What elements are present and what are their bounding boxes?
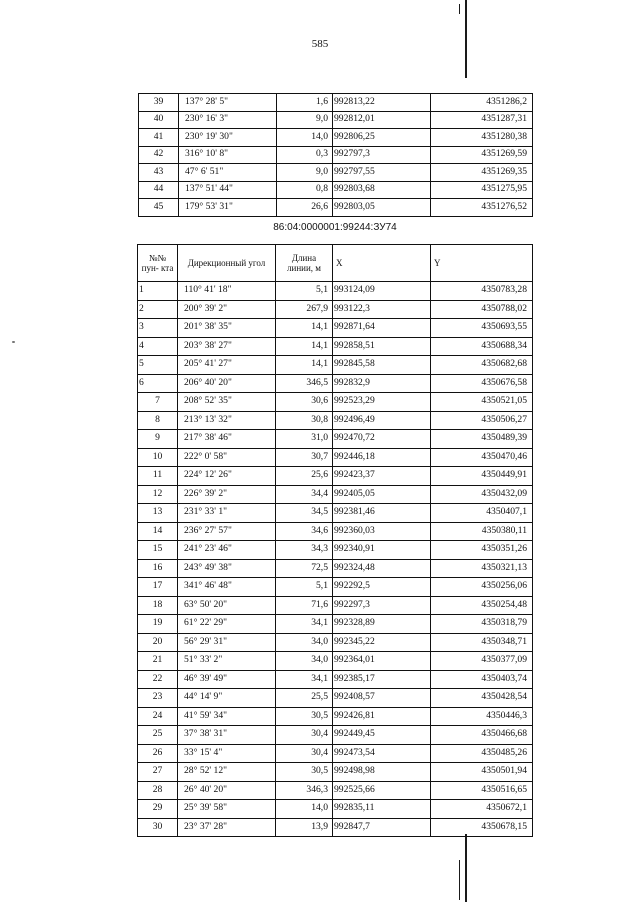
table-row: [139, 199, 533, 217]
cell-y: 4350377,09: [431, 652, 533, 671]
cell-x: 992364,01: [333, 652, 431, 671]
cell-point-number: 10: [138, 448, 178, 467]
cell-point-number: 24: [138, 707, 178, 726]
table-row: [138, 282, 533, 301]
cell-direction-angle: 26° 40' 20": [178, 781, 276, 800]
cell-line-length: 30,7: [276, 448, 333, 467]
cell-point-number: 20: [138, 633, 178, 652]
table-row: [138, 356, 533, 375]
table-row: [138, 319, 533, 338]
table-row: [138, 818, 533, 837]
cell-direction-angle: 206° 40' 20": [178, 374, 276, 393]
header-line-length: Длина линии, м: [276, 245, 333, 282]
table-row: [138, 411, 533, 430]
cell-point-number: 15: [138, 541, 178, 560]
cell-point-number: 4: [138, 337, 178, 356]
cell-point-number: 25: [138, 726, 178, 745]
cell-x: 992340,91: [333, 541, 431, 560]
cell-point-number: 16: [138, 559, 178, 578]
cell-x: 992405,05: [333, 485, 431, 504]
cell-y: 4350403,74: [431, 670, 533, 689]
cell-point-number: 9: [138, 430, 178, 449]
table-row: [139, 94, 533, 112]
cell-y: 4350676,58: [431, 374, 533, 393]
table-row: [138, 467, 533, 486]
header-x: X: [333, 245, 431, 282]
cell-x: 992525,66: [333, 781, 431, 800]
table-row: [139, 181, 533, 199]
cell-line-length: 30,4: [276, 744, 333, 763]
cell-line-length: 72,5: [276, 559, 333, 578]
cell-y: 4350470,46: [431, 448, 533, 467]
cell-y: 4350256,06: [431, 578, 533, 597]
cell-y: 4350516,65: [431, 781, 533, 800]
cell-line-length: 14,1: [276, 356, 333, 375]
cell-x: 992858,51: [333, 337, 431, 356]
cell-point-number: 14: [138, 522, 178, 541]
cell-direction-angle: 51° 33' 2": [178, 652, 276, 671]
table-header-row: [138, 245, 533, 282]
cell-line-length: 9,0: [277, 164, 333, 182]
table-row: [138, 541, 533, 560]
cell-line-length: 34,6: [276, 522, 333, 541]
cell-direction-angle: 213° 13' 32": [178, 411, 276, 430]
cell-y: 4351287,31: [431, 111, 533, 129]
cell-y: 4350321,13: [431, 559, 533, 578]
cell-direction-angle: 63° 50' 20": [178, 596, 276, 615]
cell-direction-angle: 203° 38' 27": [178, 337, 276, 356]
cell-line-length: 71,6: [276, 596, 333, 615]
cell-x: 992845,58: [333, 356, 431, 375]
cell-x: 992871,64: [333, 319, 431, 338]
cell-x: 992324,48: [333, 559, 431, 578]
table-row: [138, 430, 533, 449]
cell-line-length: 0,8: [277, 181, 333, 199]
cell-line-length: 14,1: [276, 319, 333, 338]
cell-x: 992835,11: [333, 800, 431, 819]
cell-direction-angle: 217° 38' 46": [178, 430, 276, 449]
cell-x: 992813,22: [333, 94, 431, 112]
cell-point-number: 18: [138, 596, 178, 615]
table-row: [138, 522, 533, 541]
cell-direction-angle: 243° 49' 38": [178, 559, 276, 578]
cell-point-number: 3: [138, 319, 178, 338]
cell-y: 4351276,52: [431, 199, 533, 217]
cell-direction-angle: 25° 39' 58": [178, 800, 276, 819]
cell-line-length: 31,0: [276, 430, 333, 449]
cell-line-length: 25,6: [276, 467, 333, 486]
cell-direction-angle: 110° 41' 18": [178, 282, 276, 301]
cell-x: 992328,89: [333, 615, 431, 634]
cell-point-number: 5: [138, 356, 178, 375]
cell-direction-angle: 44° 14' 9": [178, 689, 276, 708]
cell-y: 4351269,59: [431, 146, 533, 164]
cell-x: 992803,05: [333, 199, 431, 217]
cell-point-number: 39: [139, 94, 179, 112]
cell-y: 4350693,55: [431, 319, 533, 338]
cell-x: 992381,46: [333, 504, 431, 523]
cell-direction-angle: 61° 22' 29": [178, 615, 276, 634]
cell-line-length: 34,1: [276, 670, 333, 689]
cell-line-length: 34,4: [276, 485, 333, 504]
cell-line-length: 34,5: [276, 504, 333, 523]
cell-line-length: 34,1: [276, 615, 333, 634]
cell-direction-angle: 241° 23' 46": [178, 541, 276, 560]
cell-direction-angle: 47° 6' 51": [179, 164, 277, 182]
table-row: [139, 164, 533, 182]
cell-y: 4350688,34: [431, 337, 533, 356]
cell-direction-angle: 236° 27' 57": [178, 522, 276, 541]
cell-direction-angle: 222° 0' 58": [178, 448, 276, 467]
coordinates-table-continued-body: [139, 94, 533, 217]
cell-direction-angle: 41° 59' 34": [178, 707, 276, 726]
cell-point-number: 41: [139, 129, 179, 147]
cell-direction-angle: 231° 33' 1": [178, 504, 276, 523]
cell-line-length: 5,1: [276, 282, 333, 301]
table-row: [138, 393, 533, 412]
cell-line-length: 9,0: [277, 111, 333, 129]
table-row: [138, 707, 533, 726]
cell-line-length: 30,8: [276, 411, 333, 430]
cell-x: 992470,72: [333, 430, 431, 449]
cell-point-number: 12: [138, 485, 178, 504]
cell-point-number: 23: [138, 689, 178, 708]
cell-direction-angle: 56° 29' 31": [178, 633, 276, 652]
cell-direction-angle: 23° 37' 28": [178, 818, 276, 837]
table-row: [138, 559, 533, 578]
cell-x: 992446,18: [333, 448, 431, 467]
cell-x: 992496,49: [333, 411, 431, 430]
cell-direction-angle: 200° 39' 2": [178, 300, 276, 319]
cell-direction-angle: 230° 16' 3": [179, 111, 277, 129]
cell-line-length: 34,0: [276, 633, 333, 652]
cell-direction-angle: 230° 19' 30": [179, 129, 277, 147]
table-row: [138, 504, 533, 523]
cell-line-length: 26,6: [277, 199, 333, 217]
cell-point-number: 21: [138, 652, 178, 671]
cell-direction-angle: 179° 53' 31": [179, 199, 277, 217]
cell-line-length: 34,0: [276, 652, 333, 671]
cell-line-length: 34,3: [276, 541, 333, 560]
cell-point-number: 17: [138, 578, 178, 597]
cell-y: 4350380,11: [431, 522, 533, 541]
cell-x: 992408,57: [333, 689, 431, 708]
cell-y: 4350678,15: [431, 818, 533, 837]
table-row: [139, 146, 533, 164]
cell-y: 4350521,05: [431, 393, 533, 412]
cell-point-number: 42: [139, 146, 179, 164]
table-row: [138, 615, 533, 634]
cell-y: 4351280,38: [431, 129, 533, 147]
table-row: [138, 689, 533, 708]
cell-line-length: 13,9: [276, 818, 333, 837]
table-row: [138, 652, 533, 671]
header-direction-angle: Дирекционный угол: [178, 245, 276, 282]
page-number: 585: [311, 38, 329, 50]
scan-binding-mark-bottom: [459, 860, 460, 900]
cell-x: 993124,09: [333, 282, 431, 301]
cell-point-number: 1: [138, 282, 178, 301]
cell-y: 4351286,2: [431, 94, 533, 112]
cell-y: 4350682,68: [431, 356, 533, 375]
cell-y: 4350788,02: [431, 300, 533, 319]
cell-x: 992423,37: [333, 467, 431, 486]
cell-direction-angle: 137° 28' 5": [179, 94, 277, 112]
coordinates-table-continued: [138, 93, 533, 217]
cell-direction-angle: 46° 39' 49": [178, 670, 276, 689]
cell-direction-angle: 37° 38' 31": [178, 726, 276, 745]
cell-y: 4350485,26: [431, 744, 533, 763]
cell-point-number: 26: [138, 744, 178, 763]
cell-direction-angle: 341° 46' 48": [178, 578, 276, 597]
cell-line-length: 1,6: [277, 94, 333, 112]
cell-y: 4350254,48: [431, 596, 533, 615]
cell-x: 992426,81: [333, 707, 431, 726]
table-row: [138, 300, 533, 319]
table-row: [138, 744, 533, 763]
cell-x: 992847,7: [333, 818, 431, 837]
scan-binding-mark-top: [459, 4, 460, 14]
cell-direction-angle: 28° 52' 12": [178, 763, 276, 782]
cell-point-number: 2: [138, 300, 178, 319]
table-row: [138, 596, 533, 615]
cell-x: 992806,25: [333, 129, 431, 147]
cell-y: 4350489,39: [431, 430, 533, 449]
cell-point-number: 22: [138, 670, 178, 689]
cell-point-number: 30: [138, 818, 178, 837]
cell-point-number: 7: [138, 393, 178, 412]
cell-point-number: 19: [138, 615, 178, 634]
table-row: [139, 129, 533, 147]
cell-y: 4350501,94: [431, 763, 533, 782]
cell-y: 4350407,1: [431, 504, 533, 523]
cell-direction-angle: 226° 39' 2": [178, 485, 276, 504]
cell-x: 992473,54: [333, 744, 431, 763]
coordinates-table: [137, 244, 533, 837]
cell-x: 992797,3: [333, 146, 431, 164]
cell-line-length: 30,5: [276, 707, 333, 726]
scan-smudge: [12, 341, 15, 343]
table-row: [138, 763, 533, 782]
cell-y: 4350672,1: [431, 800, 533, 819]
cell-y: 4350351,26: [431, 541, 533, 560]
cell-line-length: 14,0: [276, 800, 333, 819]
table-row: [138, 800, 533, 819]
cell-line-length: 14,0: [277, 129, 333, 147]
cell-y: 4350449,91: [431, 467, 533, 486]
table-row: [138, 448, 533, 467]
cell-x: 993122,3: [333, 300, 431, 319]
cell-direction-angle: 33° 15' 4": [178, 744, 276, 763]
cell-x: 992523,29: [333, 393, 431, 412]
table-row: [138, 485, 533, 504]
cell-x: 992345,22: [333, 633, 431, 652]
table-row: [138, 781, 533, 800]
cell-point-number: 43: [139, 164, 179, 182]
cell-direction-angle: 205° 41' 27": [178, 356, 276, 375]
cell-line-length: 346,5: [276, 374, 333, 393]
cadastral-number: 86:04:0000001:99244:ЗУ74: [273, 222, 397, 233]
cell-y: 4351275,95: [431, 181, 533, 199]
cell-y: 4350446,3: [431, 707, 533, 726]
cell-y: 4350432,09: [431, 485, 533, 504]
cell-x: 992297,3: [333, 596, 431, 615]
header-point-number: №№ пун- кта: [138, 245, 178, 282]
cell-x: 992832,9: [333, 374, 431, 393]
cell-point-number: 8: [138, 411, 178, 430]
cell-y: 4350348,71: [431, 633, 533, 652]
cell-y: 4350318,79: [431, 615, 533, 634]
cell-x: 992797,55: [333, 164, 431, 182]
cell-line-length: 267,9: [276, 300, 333, 319]
table-row: [138, 578, 533, 597]
cell-x: 992449,45: [333, 726, 431, 745]
cell-line-length: 30,6: [276, 393, 333, 412]
cell-point-number: 29: [138, 800, 178, 819]
cell-point-number: 27: [138, 763, 178, 782]
cell-x: 992385,17: [333, 670, 431, 689]
cell-line-length: 25,5: [276, 689, 333, 708]
cell-point-number: 6: [138, 374, 178, 393]
cell-direction-angle: 316° 10' 8": [179, 146, 277, 164]
cell-direction-angle: 137° 51' 44": [179, 181, 277, 199]
cell-direction-angle: 224° 12' 26": [178, 467, 276, 486]
table-row: [139, 111, 533, 129]
cell-x: 992803,68: [333, 181, 431, 199]
cell-direction-angle: 208° 52' 35": [178, 393, 276, 412]
cell-x: 992812,01: [333, 111, 431, 129]
cell-point-number: 11: [138, 467, 178, 486]
cell-y: 4350783,28: [431, 282, 533, 301]
cell-point-number: 45: [139, 199, 179, 217]
cell-x: 992292,5: [333, 578, 431, 597]
cell-line-length: 30,4: [276, 726, 333, 745]
cell-x: 992498,98: [333, 763, 431, 782]
cell-direction-angle: 201° 38' 35": [178, 319, 276, 338]
cell-x: 992360,03: [333, 522, 431, 541]
table-row: [138, 726, 533, 745]
table-row: [138, 670, 533, 689]
cell-line-length: 14,1: [276, 337, 333, 356]
cell-y: 4350506,27: [431, 411, 533, 430]
cell-line-length: 346,3: [276, 781, 333, 800]
header-y: Y: [431, 245, 533, 282]
scan-binding-line-bottom: [465, 834, 467, 902]
cell-line-length: 5,1: [276, 578, 333, 597]
cell-y: 4350466,68: [431, 726, 533, 745]
table-row: [138, 337, 533, 356]
cell-point-number: 44: [139, 181, 179, 199]
cell-point-number: 40: [139, 111, 179, 129]
table-row: [138, 374, 533, 393]
table-row: [138, 633, 533, 652]
cell-line-length: 30,5: [276, 763, 333, 782]
cell-point-number: 28: [138, 781, 178, 800]
coordinates-table-body: [138, 282, 533, 837]
cell-point-number: 13: [138, 504, 178, 523]
cell-line-length: 0,3: [277, 146, 333, 164]
cell-y: 4351269,35: [431, 164, 533, 182]
cell-y: 4350428,54: [431, 689, 533, 708]
